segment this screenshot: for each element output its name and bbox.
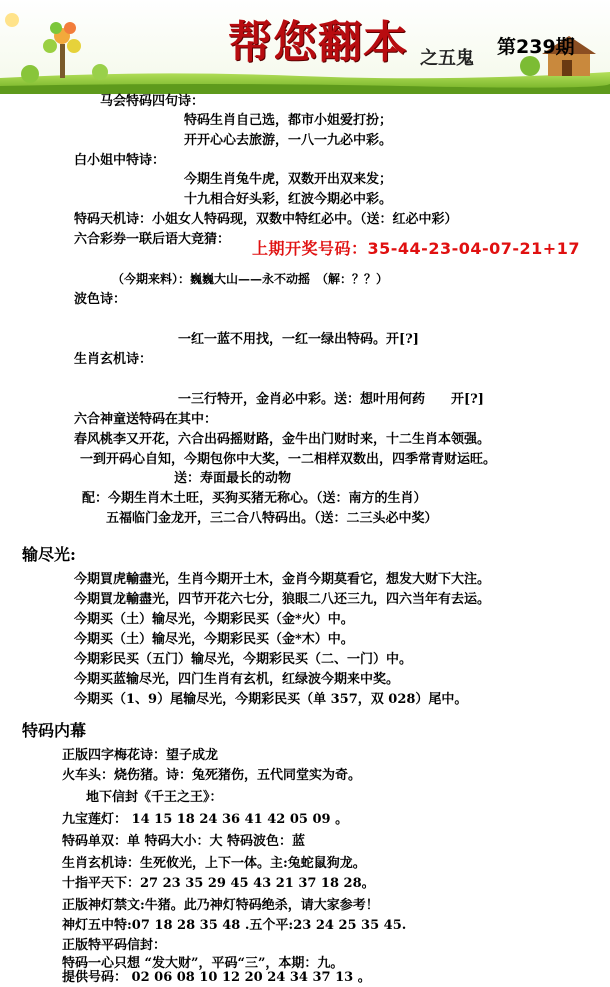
inside-line: 正版特平码信封： (62, 938, 167, 953)
poem-heading-mahui: 马会特码四句诗： (100, 94, 205, 109)
header-banner (0, 0, 610, 98)
zodiac-poem-line: 一三行特开，金肖必中彩。送：想叶用何药 开[?] (178, 392, 484, 407)
inside-line: 十指平天下：27 23 35 29 45 43 21 37 18 28。 (62, 876, 375, 891)
wave-poem-heading: 波色诗： (74, 292, 127, 307)
inside-line: 正版四字梅花诗：望子成龙 (62, 748, 219, 763)
inside-line: 特码一心只想 “发大财”，平码“三”，本期：九。 (62, 956, 344, 971)
pairing-line: 五福临门金龙开，三二合八特码出。（送：二三头必中奖） (106, 511, 438, 526)
inside-line: 提供号码： 02 06 08 10 12 20 24 34 37 13 。 (62, 970, 371, 985)
prodigy-line: 一到开码心自知，今期包你中大奖，一二相样双数出，四季常青财运旺。 (80, 452, 497, 467)
inside-line: 火车头：烧伤猪。诗：兔死猪伤，五代同堂实为奇。 (62, 768, 362, 783)
pairing-line: 配：今期生肖木土旺，买狗买猪无称心。（送：南方的生肖） (82, 491, 427, 506)
banner-title-suffix: 之五鬼 (420, 48, 474, 69)
lose-line: 今期买（土）输尽光，今期彩民买（金*木）中。 (74, 632, 354, 647)
inside-line: 九宝莲灯： 14 15 18 24 36 41 42 05 09 。 (62, 812, 349, 827)
inside-line: 神灯五中特:07 18 28 35 48 .五个平:23 24 25 35 45. (62, 918, 407, 933)
prodigy-heading: 六合神童送特码在其中： (74, 412, 218, 427)
tianji-poem: 特码天机诗：小姐女人特码现，双数中特红必中。（送：红必中彩） (74, 212, 458, 227)
issue-number: 第239期 (497, 36, 575, 58)
lose-line: 今期买（土）输尽光，今期彩民买（金*火）中。 (74, 612, 354, 627)
lose-line: 今期買龙輸盡光，四节开花六七分，狼眼二八还三九，四六当年有去运。 (74, 592, 491, 607)
inside-line: 特码单双：单 特码大小：大 特码波色：蓝 (62, 834, 306, 849)
lose-line: 今期彩民买（五门）输尽光，今期彩民买（二、一门）中。 (74, 652, 413, 667)
inside-line: 正版神灯禁文:牛猪。此乃神灯特码绝杀，请大家参考！ (62, 898, 379, 913)
guess-heading: 六合彩券一联后语大竞猜： (74, 232, 231, 247)
poem-line: 开开心心去旅游，一八一九必中彩。 (184, 133, 393, 148)
prodigy-line: 春风桃李又开花，六合出码摇财路，金牛出门财时来，十二生肖本领强。 (74, 432, 491, 447)
prodigy-hint: 送：寿面最长的动物 (174, 471, 292, 486)
poem-line: 今期生肖兔牛虎，双数开出双来发； (184, 172, 393, 187)
lose-line: 今期買虎輸盡光，生肖今期开土木，金肖今期莫看它，想发大财下大注。 (74, 572, 491, 587)
poem-heading-bai: 白小姐中特诗： (74, 153, 166, 168)
lose-line: 今期买（1、9）尾输尽光，今期彩民买（单 357，双 028）尾中。 (74, 692, 468, 707)
poem-line: 十九相合好头彩，红波今期必中彩。 (184, 192, 393, 207)
lose-line: 今期买蓝输尽光，四门生肖有玄机，红绿波今期来中奖。 (74, 672, 400, 687)
guess-line: （今期来料）：巍巍大山——永不动摇 （解：？？） (112, 272, 389, 286)
banner-title: 帮您翻本 (228, 17, 408, 68)
inside-line: 地下信封《千王之王》： (86, 790, 223, 805)
inside-line: 生肖玄机诗：生死攸光，上下一体。主:兔蛇鼠狗龙。 (62, 856, 366, 871)
last-draw-numbers: 上期开奖号码：35-44-23-04-07-21+17 (252, 239, 580, 258)
poem-line: 特码生肖自己选，都市小姐爱打扮； (184, 113, 393, 128)
zodiac-poem-heading: 生肖玄机诗： (74, 352, 153, 367)
section-title-lose: 输尽光: (22, 545, 76, 564)
wave-poem-line: 一红一蓝不用找，一红一绿出特码。开[?] (178, 332, 419, 347)
section-title-inside: 特码内幕 (22, 721, 87, 740)
